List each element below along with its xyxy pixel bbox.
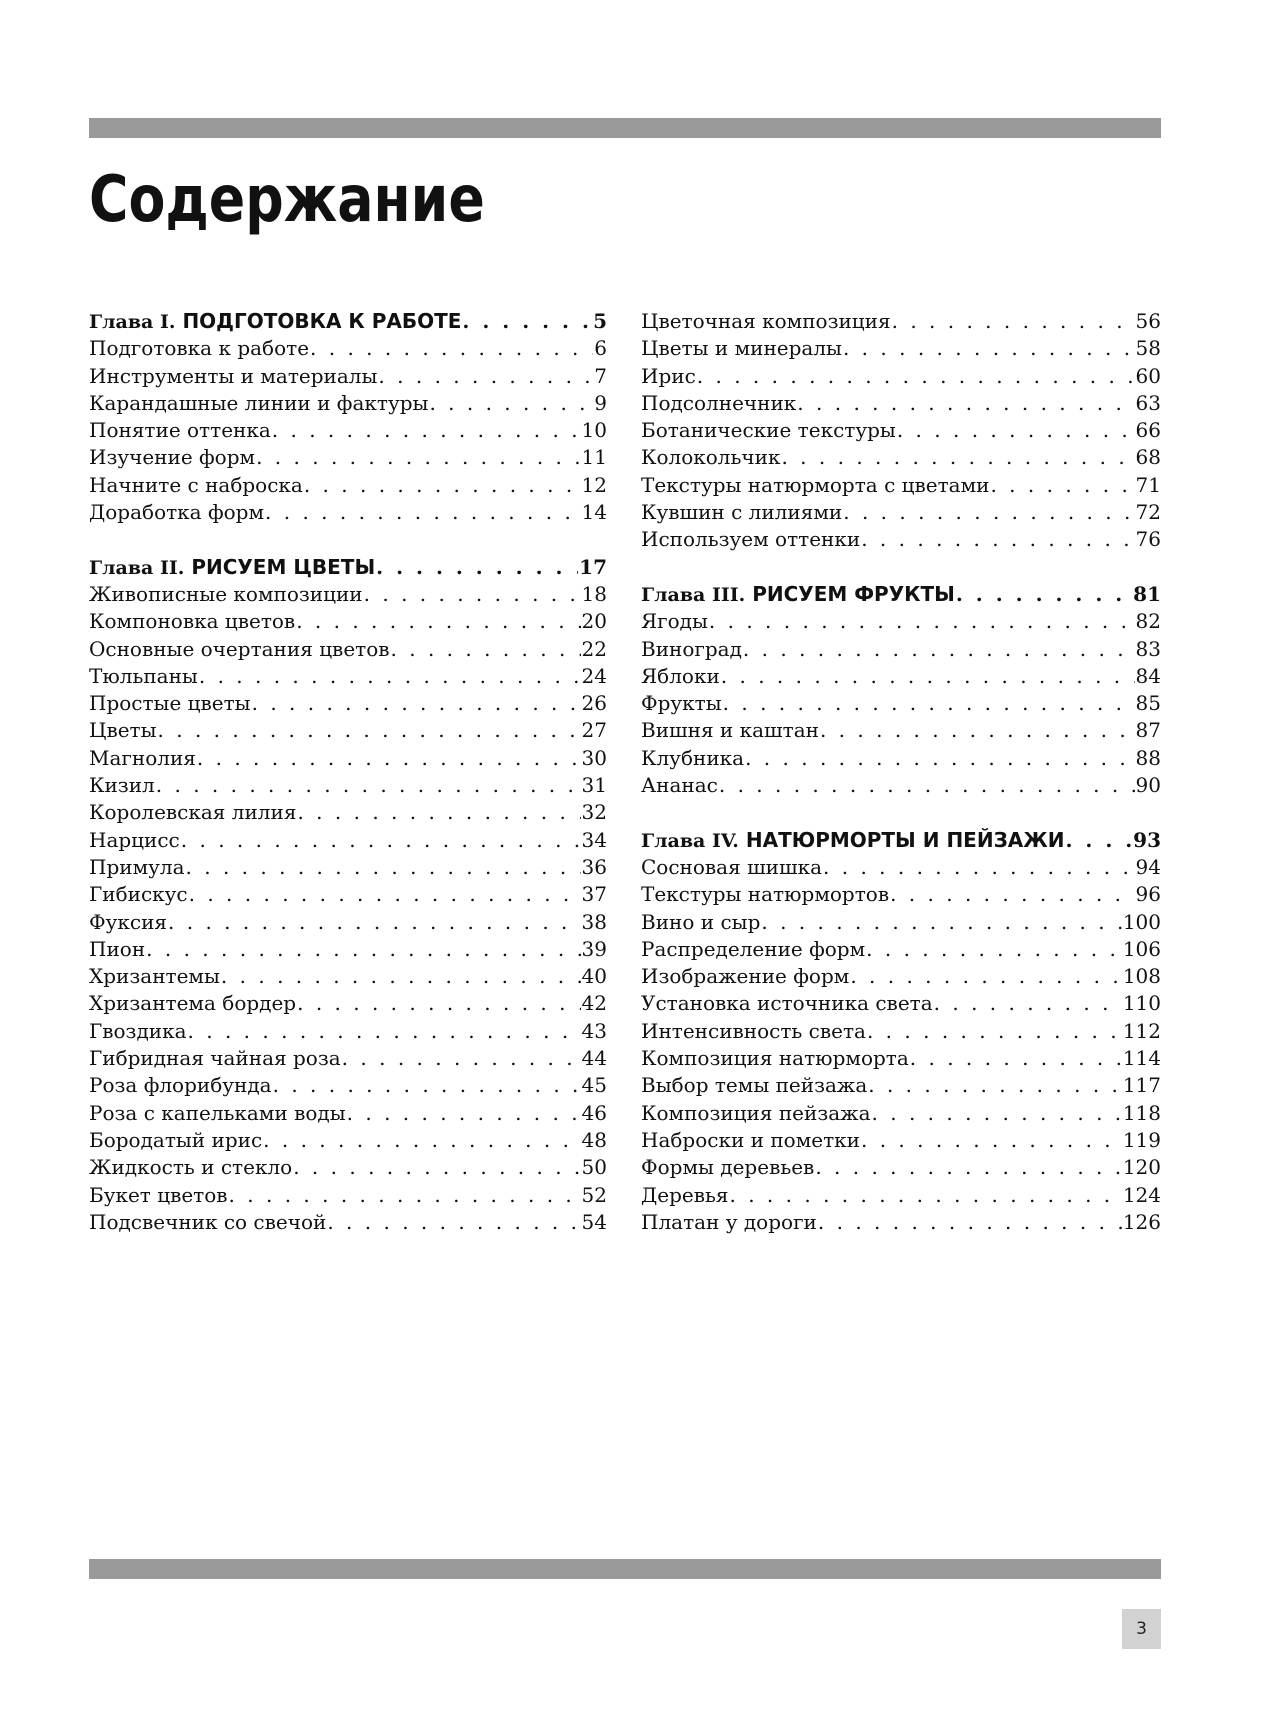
toc-entry[interactable] bbox=[89, 472, 607, 499]
leader-dots bbox=[719, 772, 1135, 799]
page-ref: 83 bbox=[1135, 636, 1161, 661]
entry-label: Доработка форм bbox=[89, 500, 265, 525]
toc-entry[interactable] bbox=[89, 854, 607, 881]
leader-dots bbox=[189, 881, 581, 908]
toc-entry[interactable] bbox=[89, 1127, 607, 1154]
page-ref: 84 bbox=[1135, 663, 1161, 688]
leader-dots bbox=[721, 663, 1135, 690]
entry-label: Инструменты и материалы bbox=[89, 363, 378, 388]
page-ref: 85 bbox=[1135, 691, 1161, 716]
page-ref: 87 bbox=[1135, 718, 1161, 743]
page-ref: 68 bbox=[1135, 445, 1161, 470]
chapter-title: ПОДГОТОВКА К РАБОТЕ bbox=[182, 309, 462, 333]
toc-entry[interactable] bbox=[641, 636, 1161, 663]
entry-label: Изучение форм bbox=[89, 445, 256, 470]
entry-label: Ирис bbox=[641, 363, 696, 388]
page-ref: 22 bbox=[581, 636, 607, 661]
page-ref: 117 bbox=[1122, 1073, 1161, 1098]
toc-entry[interactable] bbox=[641, 909, 1161, 936]
page-ref: 54 bbox=[581, 1209, 607, 1234]
leader-dots bbox=[429, 390, 593, 417]
entry-label: Выбор темы пейзажа bbox=[641, 1073, 868, 1098]
chapter-heading[interactable] bbox=[641, 827, 1161, 854]
entry-label: Изображение форм bbox=[641, 964, 850, 989]
leader-dots bbox=[462, 308, 592, 335]
toc-entry[interactable] bbox=[641, 772, 1161, 799]
leader-dots bbox=[168, 909, 581, 936]
entry-label: Простые цветы bbox=[89, 691, 251, 716]
leader-dots bbox=[861, 1127, 1122, 1154]
chapter-prefix: Глава II. bbox=[89, 556, 185, 579]
leader-dots bbox=[730, 1182, 1122, 1209]
toc-entry[interactable] bbox=[641, 745, 1161, 772]
entry-label: Наброски и пометки bbox=[641, 1127, 860, 1152]
leader-dots bbox=[252, 690, 581, 717]
leader-dots bbox=[934, 990, 1122, 1017]
page-ref: 112 bbox=[1122, 1018, 1161, 1043]
leader-dots bbox=[892, 308, 1135, 335]
toc-entry[interactable] bbox=[641, 1072, 1161, 1099]
entry-label: Текстуры натюрморта с цветами bbox=[641, 472, 990, 497]
toc-entry[interactable] bbox=[89, 417, 607, 444]
leader-dots bbox=[761, 909, 1121, 936]
leader-dots bbox=[263, 1127, 580, 1154]
leader-dots bbox=[327, 1209, 580, 1236]
entry-label: Цветы bbox=[89, 718, 157, 743]
chapter-title: РИСУЕМ ФРУКТЫ bbox=[752, 581, 955, 606]
toc-entry[interactable] bbox=[641, 690, 1161, 717]
leader-dots bbox=[186, 854, 581, 881]
page-ref: 76 bbox=[1135, 527, 1161, 552]
page-ref: 40 bbox=[581, 964, 607, 989]
toc-entry[interactable] bbox=[641, 608, 1161, 635]
page-ref: 94 bbox=[1135, 854, 1161, 879]
entry-label: Деревья bbox=[641, 1182, 729, 1207]
leader-dots bbox=[199, 663, 581, 690]
entry-label: Композиция натюрморта bbox=[641, 1046, 909, 1071]
leader-dots bbox=[843, 499, 1134, 526]
page-ref: 38 bbox=[581, 909, 607, 934]
leader-dots bbox=[310, 335, 593, 362]
page-ref: 27 bbox=[581, 718, 607, 743]
entry-label: Хризантемы bbox=[89, 964, 220, 989]
entry-label: Цветы и минералы bbox=[641, 336, 842, 361]
toc-entry[interactable] bbox=[89, 1018, 607, 1045]
toc-left-column bbox=[89, 308, 607, 1236]
entry-label: Подсвечник со свечой bbox=[89, 1209, 327, 1234]
toc-entry[interactable] bbox=[641, 308, 1161, 335]
leader-dots bbox=[872, 1100, 1122, 1127]
toc-entry[interactable] bbox=[641, 1100, 1161, 1127]
page-ref: 126 bbox=[1122, 1209, 1161, 1234]
page-ref: 93 bbox=[1133, 827, 1161, 852]
page-ref: 39 bbox=[581, 936, 607, 961]
leader-dots bbox=[781, 444, 1134, 471]
page-ref: 32 bbox=[581, 800, 607, 825]
toc-entry[interactable] bbox=[89, 444, 607, 471]
page-ref: 6 bbox=[594, 336, 607, 361]
leader-dots bbox=[823, 854, 1135, 881]
page-ref: 17 bbox=[579, 554, 607, 579]
page-ref: 37 bbox=[581, 882, 607, 907]
entry-label: Гвоздика bbox=[89, 1018, 187, 1043]
page-ref: 118 bbox=[1122, 1100, 1161, 1125]
entry-label: Вино и сыр bbox=[641, 909, 761, 934]
page-ref: 48 bbox=[581, 1127, 607, 1152]
page-ref: 14 bbox=[581, 500, 607, 525]
page-ref: 82 bbox=[1135, 609, 1161, 634]
toc-entry[interactable] bbox=[641, 1045, 1161, 1072]
page-number: 3 bbox=[1122, 1609, 1161, 1649]
entry-label: Подсолнечник bbox=[641, 390, 797, 415]
page-ref: 50 bbox=[581, 1155, 607, 1180]
toc-entry[interactable] bbox=[641, 717, 1161, 744]
leader-dots bbox=[272, 417, 581, 444]
toc-entry[interactable] bbox=[89, 390, 607, 417]
entry-label: Виноград bbox=[641, 636, 742, 661]
entry-label: Ботанические текстуры bbox=[641, 418, 896, 443]
chapter-heading[interactable] bbox=[89, 554, 607, 581]
entry-label: Клубника bbox=[641, 745, 745, 770]
page-ref: 43 bbox=[581, 1018, 607, 1043]
toc-entry[interactable] bbox=[89, 799, 607, 826]
entry-label: Карандашные линии и фактуры bbox=[89, 390, 429, 415]
page-ref: 114 bbox=[1122, 1046, 1161, 1071]
entry-label: Жидкость и стекло bbox=[89, 1155, 293, 1180]
chapter-heading[interactable] bbox=[641, 581, 1161, 608]
toc-entry[interactable] bbox=[89, 1072, 607, 1099]
entry-label: Формы деревьев bbox=[641, 1155, 815, 1180]
leader-dots bbox=[188, 1018, 581, 1045]
leader-dots bbox=[1066, 827, 1133, 854]
entry-label: Гибридная чайная роза bbox=[89, 1046, 341, 1071]
entry-label: Живописные композиции bbox=[89, 581, 363, 606]
toc-entry[interactable] bbox=[89, 990, 607, 1017]
leader-dots bbox=[181, 827, 581, 854]
leader-dots bbox=[297, 990, 580, 1017]
entry-label: Яблоки bbox=[641, 663, 720, 688]
chapter-title: НАТЮРМОРТЫ И ПЕЙЗАЖИ bbox=[745, 827, 1065, 852]
entry-label: Используем оттенки bbox=[641, 527, 861, 552]
entry-label: Установка источника света bbox=[641, 991, 933, 1016]
chapter-prefix: Глава III. bbox=[641, 583, 746, 606]
leader-dots bbox=[293, 1154, 580, 1181]
leader-dots bbox=[956, 581, 1132, 608]
entry-label: Фуксия bbox=[89, 909, 168, 934]
leader-dots bbox=[815, 1154, 1122, 1181]
top-rule bbox=[89, 118, 1161, 138]
leader-dots bbox=[156, 772, 581, 799]
leader-dots bbox=[867, 1018, 1122, 1045]
leader-dots bbox=[818, 1209, 1122, 1236]
leader-dots bbox=[297, 799, 580, 826]
toc-right-column bbox=[641, 308, 1161, 1236]
page-ref: 119 bbox=[1122, 1127, 1161, 1152]
chapter-prefix: Глава I. bbox=[89, 311, 176, 333]
leader-dots bbox=[296, 608, 580, 635]
entry-label: Интенсивность света bbox=[641, 1018, 866, 1043]
page-ref: 46 bbox=[581, 1100, 607, 1125]
entry-label: Роза флорибунда bbox=[89, 1073, 272, 1098]
page-ref: 44 bbox=[581, 1046, 607, 1071]
toc-entry[interactable] bbox=[641, 963, 1161, 990]
page-ref: 106 bbox=[1122, 936, 1161, 961]
leader-dots bbox=[378, 363, 593, 390]
toc-entry[interactable] bbox=[89, 499, 607, 526]
page-ref: 42 bbox=[581, 991, 607, 1016]
page-ref: 81 bbox=[1133, 581, 1161, 606]
toc-entry[interactable] bbox=[641, 526, 1161, 553]
toc-entry[interactable] bbox=[89, 827, 607, 854]
entry-label: Основные очертания цветов bbox=[89, 636, 390, 661]
entry-label: Фрукты bbox=[641, 691, 722, 716]
toc-entry[interactable] bbox=[89, 636, 607, 663]
leader-dots bbox=[256, 444, 580, 471]
toc-entry[interactable] bbox=[89, 608, 607, 635]
toc-entry[interactable] bbox=[89, 663, 607, 690]
entry-label: Цветочная композиция bbox=[641, 309, 891, 333]
entry-label: Гибискус bbox=[89, 882, 188, 907]
toc-entry[interactable] bbox=[641, 335, 1161, 362]
bottom-rule bbox=[89, 1559, 1161, 1579]
page-ref: 45 bbox=[581, 1073, 607, 1098]
page-ref: 124 bbox=[1122, 1182, 1161, 1207]
toc-entry[interactable] bbox=[641, 936, 1161, 963]
leader-dots bbox=[364, 581, 581, 608]
toc-entry[interactable] bbox=[641, 499, 1161, 526]
entry-label: Кизил bbox=[89, 773, 155, 798]
entry-label: Подготовка к работе bbox=[89, 336, 310, 361]
toc-entry[interactable] bbox=[641, 1209, 1161, 1236]
leader-dots bbox=[743, 636, 1135, 663]
page-ref: 11 bbox=[581, 445, 607, 470]
entry-label: Платан у дороги bbox=[641, 1209, 817, 1234]
toc-entry[interactable] bbox=[641, 444, 1161, 471]
leader-dots bbox=[861, 526, 1134, 553]
toc-entry[interactable] bbox=[89, 363, 607, 390]
toc-entry[interactable] bbox=[641, 881, 1161, 908]
leader-dots bbox=[265, 499, 581, 526]
chapter-heading[interactable] bbox=[89, 308, 607, 335]
entry-label: Тюльпаны bbox=[89, 663, 198, 688]
toc-entry[interactable] bbox=[641, 990, 1161, 1017]
toc-entry[interactable] bbox=[641, 1154, 1161, 1181]
leader-dots bbox=[221, 963, 581, 990]
toc-entry[interactable] bbox=[641, 390, 1161, 417]
toc-list-ch3 bbox=[641, 608, 1161, 799]
page-ref: 60 bbox=[1135, 363, 1161, 388]
toc-entry[interactable] bbox=[89, 690, 607, 717]
toc-entry[interactable] bbox=[89, 909, 607, 936]
chapter-title: РИСУЕМ ЦВЕТЫ bbox=[191, 554, 376, 579]
page-ref: 108 bbox=[1122, 964, 1161, 989]
leader-dots bbox=[376, 554, 578, 581]
page-ref: 90 bbox=[1135, 773, 1161, 798]
toc-entry[interactable] bbox=[89, 1154, 607, 1181]
leader-dots bbox=[745, 745, 1134, 772]
leader-dots bbox=[342, 1045, 581, 1072]
leader-dots bbox=[910, 1045, 1122, 1072]
section-gap bbox=[641, 799, 1161, 826]
page-ref: 36 bbox=[581, 854, 607, 879]
page-ref: 12 bbox=[581, 472, 607, 497]
toc-entry[interactable] bbox=[89, 717, 607, 744]
page-ref: 58 bbox=[1135, 336, 1161, 361]
leader-dots bbox=[304, 472, 581, 499]
toc-entry[interactable] bbox=[641, 663, 1161, 690]
toc-entry[interactable] bbox=[89, 335, 607, 362]
toc-entry[interactable] bbox=[89, 963, 607, 990]
toc-entry[interactable] bbox=[89, 1045, 607, 1072]
entry-label: Примула bbox=[89, 854, 185, 879]
page-ref: 66 bbox=[1135, 418, 1161, 443]
toc-entry[interactable] bbox=[641, 363, 1161, 390]
entry-label: Роза с капельками воды bbox=[89, 1100, 346, 1125]
entry-label: Начните с наброска bbox=[89, 472, 303, 497]
toc-entry[interactable] bbox=[641, 417, 1161, 444]
leader-dots bbox=[347, 1100, 581, 1127]
page-ref: 24 bbox=[581, 663, 607, 688]
leader-dots bbox=[843, 335, 1135, 362]
leader-dots bbox=[866, 936, 1122, 963]
page-ref: 10 bbox=[581, 418, 607, 443]
toc-entry[interactable] bbox=[641, 472, 1161, 499]
entry-label: Вишня и каштан bbox=[641, 718, 819, 743]
toc-list-ch1 bbox=[89, 335, 607, 526]
leader-dots bbox=[890, 881, 1134, 908]
entry-label: Бородатый ирис bbox=[89, 1127, 263, 1152]
entry-label: Ананас bbox=[641, 773, 718, 798]
chapter-prefix: Глава IV. bbox=[641, 829, 739, 852]
leader-dots bbox=[709, 608, 1135, 635]
page-ref: 5 bbox=[593, 309, 607, 333]
toc-entry[interactable] bbox=[641, 1018, 1161, 1045]
page-ref: 52 bbox=[581, 1182, 607, 1207]
entry-label: Хризантема бордер bbox=[89, 991, 297, 1016]
page-ref: 7 bbox=[594, 363, 607, 388]
entry-label: Магнолия bbox=[89, 745, 196, 770]
page-ref: 30 bbox=[581, 745, 607, 770]
leader-dots bbox=[197, 745, 581, 772]
entry-label: Пион bbox=[89, 936, 146, 961]
entry-label: Нарцисс bbox=[89, 827, 180, 852]
leader-dots bbox=[797, 390, 1134, 417]
entry-label: Королевская лилия bbox=[89, 800, 297, 825]
leader-dots bbox=[897, 417, 1135, 444]
leader-dots bbox=[868, 1072, 1122, 1099]
toc-entry[interactable] bbox=[89, 1182, 607, 1209]
toc-entry[interactable] bbox=[89, 881, 607, 908]
page-ref: 96 bbox=[1135, 882, 1161, 907]
page-title: Содержание bbox=[89, 163, 485, 237]
leader-dots bbox=[697, 363, 1135, 390]
leader-dots bbox=[820, 717, 1135, 744]
entry-label: Букет цветов bbox=[89, 1182, 228, 1207]
leader-dots bbox=[146, 936, 580, 963]
toc-entry[interactable] bbox=[641, 1127, 1161, 1154]
leader-dots bbox=[391, 636, 581, 663]
toc-entry[interactable] bbox=[89, 772, 607, 799]
entry-label: Понятие оттенка bbox=[89, 418, 271, 443]
toc-entry[interactable] bbox=[89, 745, 607, 772]
section-gap bbox=[641, 554, 1161, 581]
toc-entry[interactable] bbox=[641, 854, 1161, 881]
page-ref: 100 bbox=[1122, 909, 1161, 934]
page-ref: 26 bbox=[581, 691, 607, 716]
entry-label: Композиция пейзажа bbox=[641, 1100, 871, 1125]
toc-entry[interactable] bbox=[89, 581, 607, 608]
page-ref: 120 bbox=[1122, 1155, 1161, 1180]
page-ref: 18 bbox=[581, 581, 607, 606]
toc-list-ch4 bbox=[641, 854, 1161, 1236]
leader-dots bbox=[158, 717, 581, 744]
page-ref: 9 bbox=[594, 390, 607, 415]
leader-dots bbox=[990, 472, 1134, 499]
leader-dots bbox=[273, 1072, 581, 1099]
leader-dots bbox=[850, 963, 1122, 990]
entry-label: Колокольчик bbox=[641, 445, 781, 470]
entry-label: Сосновая шишка bbox=[641, 854, 823, 879]
page-ref: 56 bbox=[1135, 309, 1161, 333]
entry-label: Компоновка цветов bbox=[89, 609, 296, 634]
section-gap bbox=[89, 526, 607, 553]
toc-entry[interactable] bbox=[89, 1100, 607, 1127]
entry-label: Распределение форм bbox=[641, 936, 866, 961]
page-ref: 31 bbox=[581, 773, 607, 798]
entry-label: Текстуры натюрмортов bbox=[641, 882, 890, 907]
page-ref: 34 bbox=[581, 827, 607, 852]
toc-list-ch2-cont bbox=[641, 308, 1161, 554]
leader-dots bbox=[723, 690, 1135, 717]
page-ref: 72 bbox=[1135, 500, 1161, 525]
page-ref: 20 bbox=[581, 609, 607, 634]
page-ref: 88 bbox=[1135, 745, 1161, 770]
page-ref: 63 bbox=[1135, 390, 1161, 415]
entry-label: Кувшин с лилиями bbox=[641, 500, 843, 525]
toc-entry[interactable] bbox=[641, 1182, 1161, 1209]
toc-entry[interactable] bbox=[89, 936, 607, 963]
toc-entry[interactable] bbox=[89, 1209, 607, 1236]
toc-list-ch2 bbox=[89, 581, 607, 1236]
page-ref: 110 bbox=[1122, 991, 1161, 1016]
leader-dots bbox=[229, 1182, 581, 1209]
page-ref: 71 bbox=[1135, 472, 1161, 497]
entry-label: Ягоды bbox=[641, 609, 708, 634]
